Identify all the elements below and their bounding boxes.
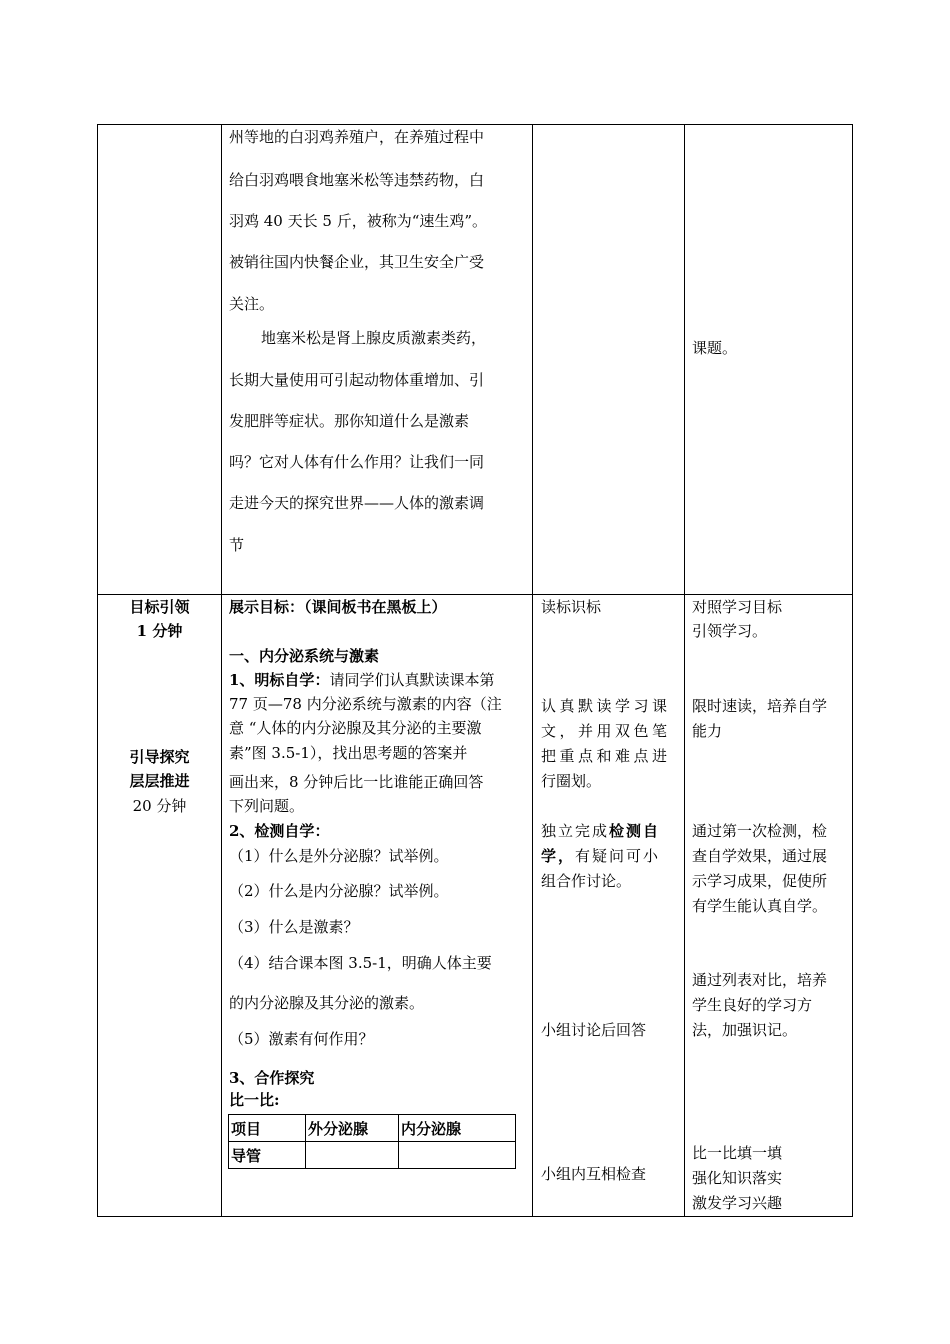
check-heading: 2、检测自学：	[229, 822, 330, 840]
story-line: 长期大量使用可引起动物体重增加、引	[229, 371, 485, 389]
stage-explore-label: 引导探究	[129, 748, 190, 766]
empty-cell[interactable]	[306, 1142, 399, 1169]
self-study-line: 77 页—78 内分泌系统与激素的内容（注	[229, 695, 502, 713]
purpose-line: 引领学习。	[692, 622, 768, 640]
activity-group-check: 小组内互相检查	[541, 1165, 647, 1183]
self-study-line: 意 “人体的内分泌腺及其分泌的主要激	[229, 719, 482, 737]
purpose-line: 查自学效果，通过展	[692, 847, 828, 865]
compare-table	[228, 1114, 516, 1169]
purpose-line: 法，加强识记。	[692, 1021, 798, 1039]
purpose-line: 激发学习兴趣	[692, 1194, 783, 1212]
purpose-line: 通过第一次检测，检	[692, 822, 828, 840]
column-divider	[684, 125, 685, 1216]
story-line: 州等地的白羽鸡养殖户，在养殖过程中	[229, 128, 485, 146]
stage-target-label: 目标引领	[129, 598, 190, 616]
self-study-line: 下列问题。	[229, 797, 305, 815]
question: （3）什么是激素？	[229, 918, 359, 936]
purpose-line: 能力	[692, 722, 723, 740]
self-study-line: 画出来，8 分钟后比一比谁能正确回答	[229, 773, 484, 791]
stage-explore-label2: 层层推进	[129, 772, 190, 790]
purpose-line: 强化知识落实	[692, 1169, 783, 1187]
purpose-line: 学生良好的学习方	[692, 996, 813, 1014]
activity-silent-read: 文，并用双色笔	[541, 722, 671, 740]
activity-read: 读标识标	[541, 598, 602, 616]
self-study-line: 1、明标自学：请同学们认真默读课本第	[229, 671, 495, 689]
row-label-cell: 导管	[229, 1142, 306, 1169]
story-line: 给白羽鸡喂食地塞米松等违禁药物，白	[229, 171, 485, 189]
activity-independent: 独立完成检测自	[541, 822, 661, 840]
activity-silent-read: 把重点和难点进	[541, 747, 671, 765]
stage-explore-time: 20 分钟	[132, 797, 187, 815]
header-cell: 项目	[229, 1115, 306, 1142]
column-divider	[221, 125, 222, 1216]
column-divider	[532, 125, 533, 1216]
question: 的内分泌腺及其分泌的激素。	[229, 994, 425, 1012]
header-cell: 外分泌腺	[306, 1115, 399, 1142]
self-study-line: 素”图 3.5-1），找出思考题的答案并	[229, 744, 468, 762]
section-heading: 一、内分泌系统与激素	[229, 647, 380, 665]
question: （2）什么是内分泌腺？试举例。	[229, 882, 449, 900]
activity-independent: 学，有疑问可小	[541, 847, 661, 865]
story-line: 发肥胖等症状。那你知道什么是激素	[229, 412, 470, 430]
story-line: 吗？它对人体有什么作用？让我们一同	[229, 453, 485, 471]
story-line: 羽鸡 40 天长 5 斤，被称为“速生鸡”。	[229, 212, 488, 230]
purpose-line: 有学生能认真自学。	[692, 897, 828, 915]
purpose-line: 示学习成果，促使所	[692, 872, 828, 890]
purpose-line: 通过列表对比，培养	[692, 971, 828, 989]
activity-independent: 组合作讨论。	[541, 872, 632, 890]
story-line: 地塞米松是肾上腺皮质激素类药，	[261, 329, 487, 347]
question: （1）什么是外分泌腺？试举例。	[229, 847, 449, 865]
story-line: 被销往国内快餐企业，其卫生安全广受	[229, 253, 485, 271]
question: （5）激素有何作用？	[229, 1030, 374, 1048]
activity-silent-read: 行圈划。	[541, 772, 602, 790]
activity-silent-read: 认真默读学习课	[541, 697, 671, 715]
compare-label: 比一比:	[229, 1091, 280, 1109]
question: （4）结合课本图 3.5-1，明确人体主要	[229, 954, 492, 972]
compare-table-header	[229, 1115, 516, 1142]
purpose-line: 对照学习目标	[692, 598, 783, 616]
story-line: 走进今天的探究世界——人体的激素调	[229, 494, 485, 512]
purpose-line: 限时速读，培养自学	[692, 697, 828, 715]
row1-purpose-text: 课题。	[692, 339, 738, 357]
story-line: 关注。	[229, 295, 275, 313]
empty-cell[interactable]	[399, 1142, 516, 1169]
coop-heading: 3、合作探究	[229, 1069, 315, 1087]
activity-group-answer: 小组讨论后回答	[541, 1021, 647, 1039]
story-line: 节	[229, 536, 245, 554]
stage-target-time: 1 分钟	[136, 622, 183, 640]
table-row	[229, 1142, 516, 1169]
purpose-line: 比一比填一填	[692, 1144, 783, 1162]
header-cell: 内分泌腺	[399, 1115, 516, 1142]
self-study-label: 1、明标自学：	[229, 671, 330, 689]
display-target: 展示目标：（课间板书在黑板上）	[229, 598, 447, 616]
